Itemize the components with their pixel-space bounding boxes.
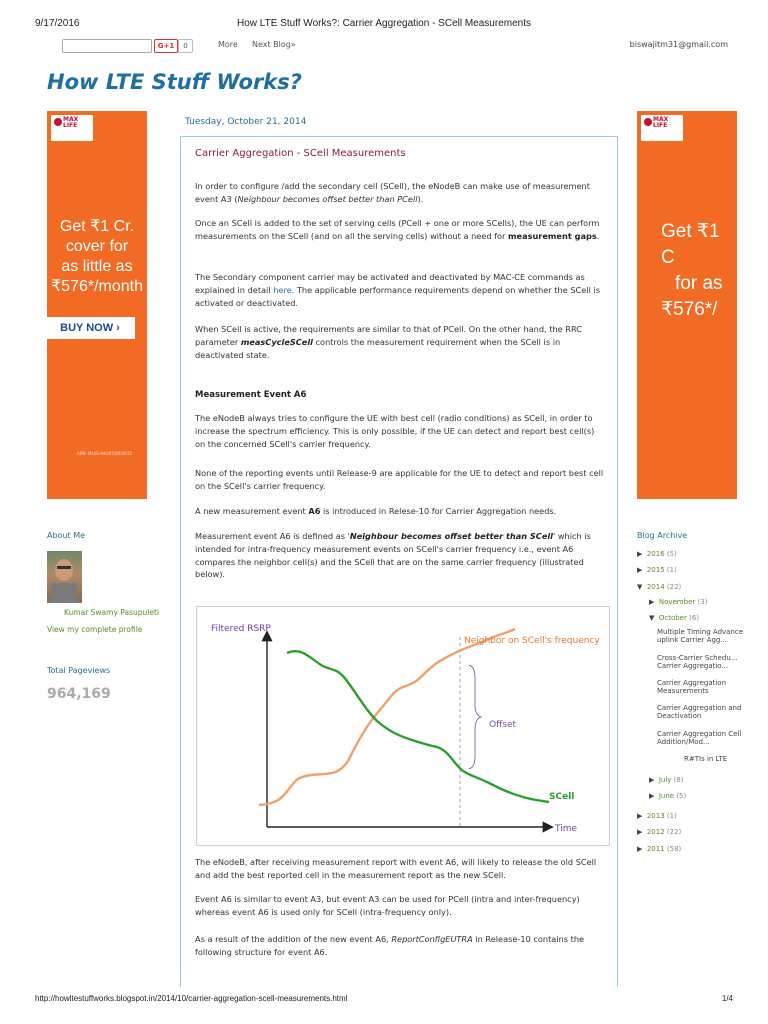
page-number: 1/4: [721, 994, 733, 1003]
archive-month-november[interactable]: ▶ November (3): [649, 598, 708, 606]
archive-year-2012[interactable]: ▶ 2012 (22): [637, 828, 682, 836]
archive-post-link[interactable]: R#TIs in LTE: [684, 755, 728, 763]
pageviews-count: 964,169: [47, 686, 111, 702]
blog-title[interactable]: How LTE Stuff Works?: [47, 70, 302, 94]
about-me-title: About Me: [47, 531, 86, 540]
expanded-arrow-icon: ▼: [649, 614, 655, 622]
document-title: How LTE Stuff Works?: Carrier Aggregation - SCell Measurements: [236, 18, 531, 29]
x-axis-label: Time: [555, 824, 578, 834]
paragraph-10: Event A6 is similar to event A3, but event A3 can be used for PCell (intra and inter-frequency) whereas event A6 is used only for SCell (intra-frequency only).: [195, 894, 580, 917]
expanded-arrow-icon: ▼: [637, 583, 643, 591]
archive-year-2013[interactable]: ▶ 2013 (1): [637, 812, 677, 820]
archive-year-2015[interactable]: ▶ 2015 (1): [637, 566, 677, 574]
offset-label: Offset: [489, 720, 517, 730]
scell-label: SCell: [549, 792, 575, 802]
event-a6-figure: [196, 606, 610, 846]
archive-post-link[interactable]: Carrier Aggregation and Deactivation: [657, 704, 742, 720]
google-plus-count: 0: [178, 39, 193, 53]
paragraph-4: When SCell is active, the requirements are similar to that of PCell. On the other hand, the RRC parameter measCycleSCell controls the measurement requirement when the SCell is in deactivated state.: [195, 324, 582, 360]
view-profile-link[interactable]: View my complete profile: [47, 625, 143, 634]
blogger-navbar: [0, 38, 768, 56]
here-link[interactable]: here: [273, 284, 292, 295]
archive-month-june[interactable]: ▶ June (5): [649, 792, 687, 800]
ad-line-4: ₹576*/month: [50, 278, 143, 295]
ad-line-2: for as: [675, 273, 723, 294]
profile-name-link[interactable]: Kumar Swamy Pasupuleti: [64, 608, 159, 617]
event-a6-diagram: [197, 607, 609, 845]
collapsed-arrow-icon: ▶: [649, 776, 655, 784]
paragraph-11: As a result of the addition of the new event A6, ReportConfigEUTRA in Release-10 contains the following structure for event A6.: [195, 934, 585, 957]
navbar-more-link[interactable]: More: [218, 40, 238, 49]
paragraph-5: The eNodeB always tries to configure the UE with best cell (radio conditions) as SCell, in order to increase the spectrum efficiency. This is only possible, if the UE can detect and report best cell(s) on the concerned SCell's carrier frequency.: [195, 413, 595, 449]
archive-month-july[interactable]: ▶ July (8): [649, 776, 684, 784]
ad-fine-print: ARN: MLI/E-Ads/07/09/2015: [77, 451, 132, 456]
collapsed-arrow-icon: ▶: [637, 828, 643, 836]
collapsed-arrow-icon: ▶: [637, 845, 643, 853]
avatar[interactable]: [47, 551, 82, 603]
paragraph-9: The eNodeB, after receiving measurement report with event A6, will likely to release the old SCell and add the best reported cell in the measurement report as the new SCell.: [195, 857, 597, 880]
paragraph-8: Measurement event A6 is defined as 'Neighbour becomes offset better than SCell' which is intended for intra-frequency measurement events on SCell's carrier frequency i.e., event A6 compares the neighbor cell(s) and the SCell that are on the same carrier frequency (illustrated below).: [195, 531, 591, 580]
collapsed-arrow-icon: ▶: [637, 812, 643, 820]
ad-line-2: cover for: [65, 238, 129, 255]
blog-archive-title: Blog Archive: [637, 531, 688, 540]
page-url: http://howltestuffworks.blogspot.in/2014/10/carrier-aggregation-scell-measurements.html: [35, 994, 348, 1003]
archive-year-2016[interactable]: ▶ 2016 (5): [637, 550, 677, 558]
ad-line-3: as little as: [61, 258, 133, 275]
collapsed-arrow-icon: ▶: [649, 792, 655, 800]
paragraph-2: Once an SCell is added to the set of serving cells (PCell + one or more SCells), the UE can perform measurements on the SCell (and on all the serving cells) without a need for measurement gaps.: [195, 218, 600, 241]
post-title[interactable]: Carrier Aggregation - SCell Measurements: [195, 148, 406, 159]
navbar-user-email[interactable]: biswajitm31@gmail.com: [629, 40, 728, 49]
archive-year-2011[interactable]: ▶ 2011 (58): [637, 845, 682, 853]
archive-post-link[interactable]: Cross-Carrier Schedu... Carrier Aggregatio...: [657, 654, 738, 670]
archive-post-link[interactable]: Carrier Aggregation Cell Addition/Mod...: [657, 730, 742, 746]
post-date: Tuesday, October 21, 2014: [185, 117, 307, 127]
paragraph-7: A new measurement event A6 is introduced in Relese-10 for Carrier Aggregation needs.: [195, 506, 557, 516]
navbar-search-input[interactable]: [62, 39, 152, 53]
archive-month-october[interactable]: ▼ October (6): [649, 614, 700, 622]
archive-post-link[interactable]: Carrier Aggregation Measurements: [657, 679, 727, 695]
collapsed-arrow-icon: ▶: [649, 598, 655, 606]
collapsed-arrow-icon: ▶: [637, 550, 643, 558]
paragraph-3: The Secondary component carrier may be activated and deactivated by MAC-CE commands as explained in detail here. The applicable performance requirements depend on whether the SCell is activated or deactivated.: [195, 272, 600, 308]
right-ad-banner[interactable]: [637, 111, 737, 499]
total-pageviews-title: Total Pageviews: [47, 666, 111, 675]
paragraph-1: In order to configure /add the secondary cell (SCell), the eNodeB can make use of measurement event A3 (Neighbour becomes offset better than PCell).: [195, 181, 590, 204]
max-life-logo: MAX LIFE: [51, 115, 93, 141]
neighbor-label: Neighbor on SCell's frequency: [464, 636, 600, 646]
section-heading: Measurement Event A6: [195, 390, 307, 400]
ad-line-1: Get ₹1 C: [661, 221, 720, 268]
max-life-logo: MAX LIFE: [641, 115, 683, 141]
paragraph-6: None of the reporting events until Release-9 are applicable for the UE to detect and report best cell on the SCell's carrier frequency.: [195, 468, 604, 491]
y-axis-label: Filtered RSRP: [211, 624, 271, 634]
ad-line-1: Get ₹1 Cr.: [59, 218, 135, 235]
print-date: 9/17/2016: [35, 18, 80, 29]
print-footer: [35, 994, 733, 1006]
google-plus-button[interactable]: G+1: [154, 39, 178, 53]
archive-post-link[interactable]: Multiple Timing Advance uplink Carrier Agg...: [657, 628, 744, 644]
buy-now-button[interactable]: BUY NOW ›: [47, 317, 135, 339]
offset-bracket: [469, 665, 481, 769]
left-ad-banner[interactable]: [47, 111, 147, 499]
collapsed-arrow-icon: ▶: [637, 566, 643, 574]
navbar-next-blog-link[interactable]: Next Blog»: [252, 40, 296, 49]
archive-year-2014[interactable]: ▼ 2014 (22): [637, 583, 682, 591]
ad-line-3: ₹576*/: [661, 299, 718, 320]
print-header: [35, 18, 733, 32]
